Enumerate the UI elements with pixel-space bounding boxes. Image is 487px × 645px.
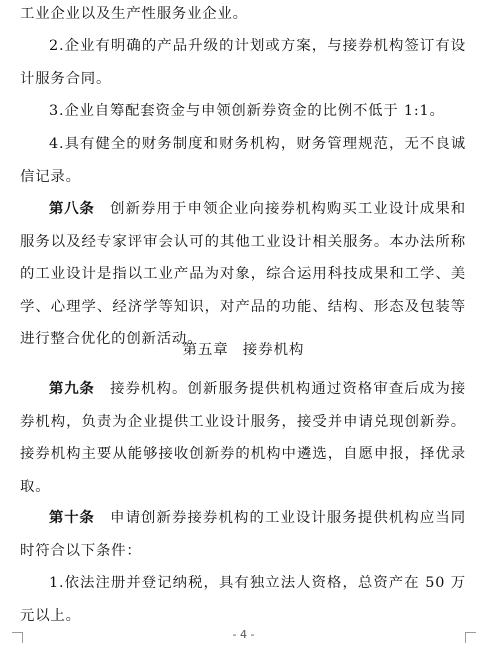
chapter-title: 接券机构 (242, 342, 305, 358)
article-8-body: 创新券用于申领企业向接券机构购买工业设计成果和服务以及经专家评审会认可的其他工业设计相关服务。本办法所称的工业设计是指以工业产品为对象，综合运用科技成果和工学、美学、心理学、经济学等知识，对产品的功能、结构、形态及包装等进行整合优化的创新活动。 (20, 201, 466, 347)
article-9-title: 第九条 (49, 381, 95, 397)
article-8 (20, 193, 466, 356)
clause-2: 2.企业有明确的产品升级的计划或方案，与接券机构签订有设计服务合同。 (20, 38, 466, 87)
clause-4: 4.具有健全的财务制度和财务机构，财务管理规范，无不良诚信记录。 (20, 136, 466, 185)
article-8-title: 第八条 (49, 201, 95, 217)
paragraph-continuation: 工业企业以及生产性服务业企业。 (20, 6, 248, 22)
article-10-title: 第十条 (49, 510, 95, 526)
clause-3: 3.企业自筹配套资金与申领创新券资金的比例不低于 1:1。 (49, 103, 445, 119)
article-10 (20, 502, 466, 567)
article-9 (20, 373, 466, 503)
chapter-heading (0, 338, 487, 359)
page-number: - 4 - (232, 628, 255, 641)
chapter-number: 第五章 (182, 342, 229, 358)
article-9-body: 接券机构。创新服务提供机构通过资格审查后成为接券机构，负责为企业提供工业设计服务，接受并申请兑现创新券。接券机构主要从能够接收创新券的机构中遴选，自愿申报，择优录取。 (20, 381, 466, 495)
clause-1-last: 1.依法注册并登记纳税，具有独立法人资格，总资产在 50 万元以上。 (20, 575, 466, 624)
article-10-body: 申请创新券接券机构的工业设计服务提供机构应当同时符合以下条件： (20, 510, 466, 559)
